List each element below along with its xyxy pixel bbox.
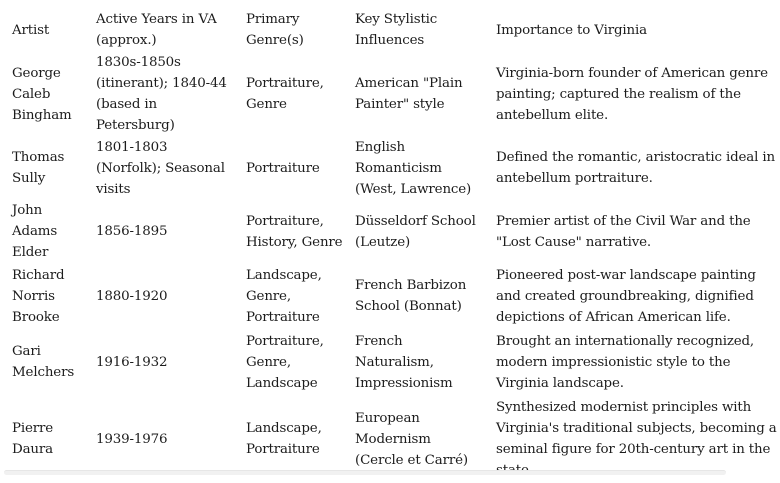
cell-genres: Landscape, Portraiture xyxy=(246,421,322,457)
virginia-artists-table xyxy=(4,8,780,483)
cell-genres: Portraiture, History, Genre xyxy=(246,213,343,250)
table-row xyxy=(4,136,780,200)
horizontal-scrollbar[interactable] xyxy=(4,470,726,475)
header-active-years: Active Years in VA (approx.) xyxy=(96,12,217,48)
cell-years: 1801-1803 (Norfolk); Seasonal visits xyxy=(96,139,225,197)
cell-artist: Thomas Sully xyxy=(12,150,65,186)
table-row xyxy=(4,200,780,263)
cell-influences: English Romanticism (West, Lawrence) xyxy=(355,139,472,197)
cell-artist: John Adams Elder xyxy=(12,203,58,260)
cell-importance: Brought an internationally recognized, modern impressionistic style to the Virginia landscape. xyxy=(496,333,755,391)
cell-importance: Defined the romantic, aristocratic ideal in antebellum portraiture. xyxy=(496,150,775,186)
cell-importance: Virginia-born founder of American genre painting; captured the realism of the antebellum elite. xyxy=(496,65,768,123)
cell-importance: Premier artist of the Civil War and the "Lost Cause" narrative. xyxy=(496,213,751,250)
cell-influences: European Modernism (Cercle et Carré) xyxy=(355,410,468,468)
cell-importance: Synthesized modernist principles with Virginia's traditional subjects, becoming a seminal figure for 20th-century art in the xyxy=(496,400,777,457)
cell-genres: Portraiture xyxy=(246,160,320,176)
table-row xyxy=(4,52,780,136)
cell-artist: Richard Norris Brooke xyxy=(12,267,65,325)
virginia-artists-table-container xyxy=(4,8,780,483)
cell-importance: Pioneered post-war landscape painting and created groundbreaking, dignified depictions of African American life. xyxy=(496,267,756,325)
cell-artist: George Caleb Bingham xyxy=(12,65,72,123)
cell-years: 1916-1932 xyxy=(96,354,168,370)
cell-influences: French Naturalism, Impressionism xyxy=(355,333,453,391)
cell-influences: French Barbizon School (Bonnat) xyxy=(355,278,467,314)
table-header xyxy=(4,8,780,52)
cell-artist: Pierre Daura xyxy=(12,421,54,457)
header-importance: Importance to Virginia xyxy=(496,22,647,38)
header-stylistic-influences: Key Stylistic Influences xyxy=(355,12,438,48)
cell-genres: Portraiture, Genre xyxy=(246,76,324,112)
cell-influences: Düsseldorf School (Leutze) xyxy=(355,213,476,250)
table-row xyxy=(4,263,780,329)
table-row xyxy=(4,329,780,395)
cell-genres: Portraiture, Genre, Landscape xyxy=(246,333,324,391)
cell-years: 1856-1895 xyxy=(96,224,168,239)
header-row xyxy=(4,8,780,52)
cell-genres: Landscape, Genre, Portraiture xyxy=(246,267,322,325)
header-primary-genres: Primary Genre(s) xyxy=(246,12,304,48)
cell-years: 1830s-1850s (itinerant); 1840-44 (based in Petersburg) xyxy=(96,55,227,133)
cell-influences: American "Plain Painter" style xyxy=(355,76,463,112)
table-body xyxy=(4,52,780,483)
header-artist: Artist xyxy=(12,22,50,38)
cell-artist: Gari Melchers xyxy=(12,344,75,380)
cell-years: 1939-1976 xyxy=(96,431,168,447)
cell-years: 1880-1920 xyxy=(96,288,168,304)
